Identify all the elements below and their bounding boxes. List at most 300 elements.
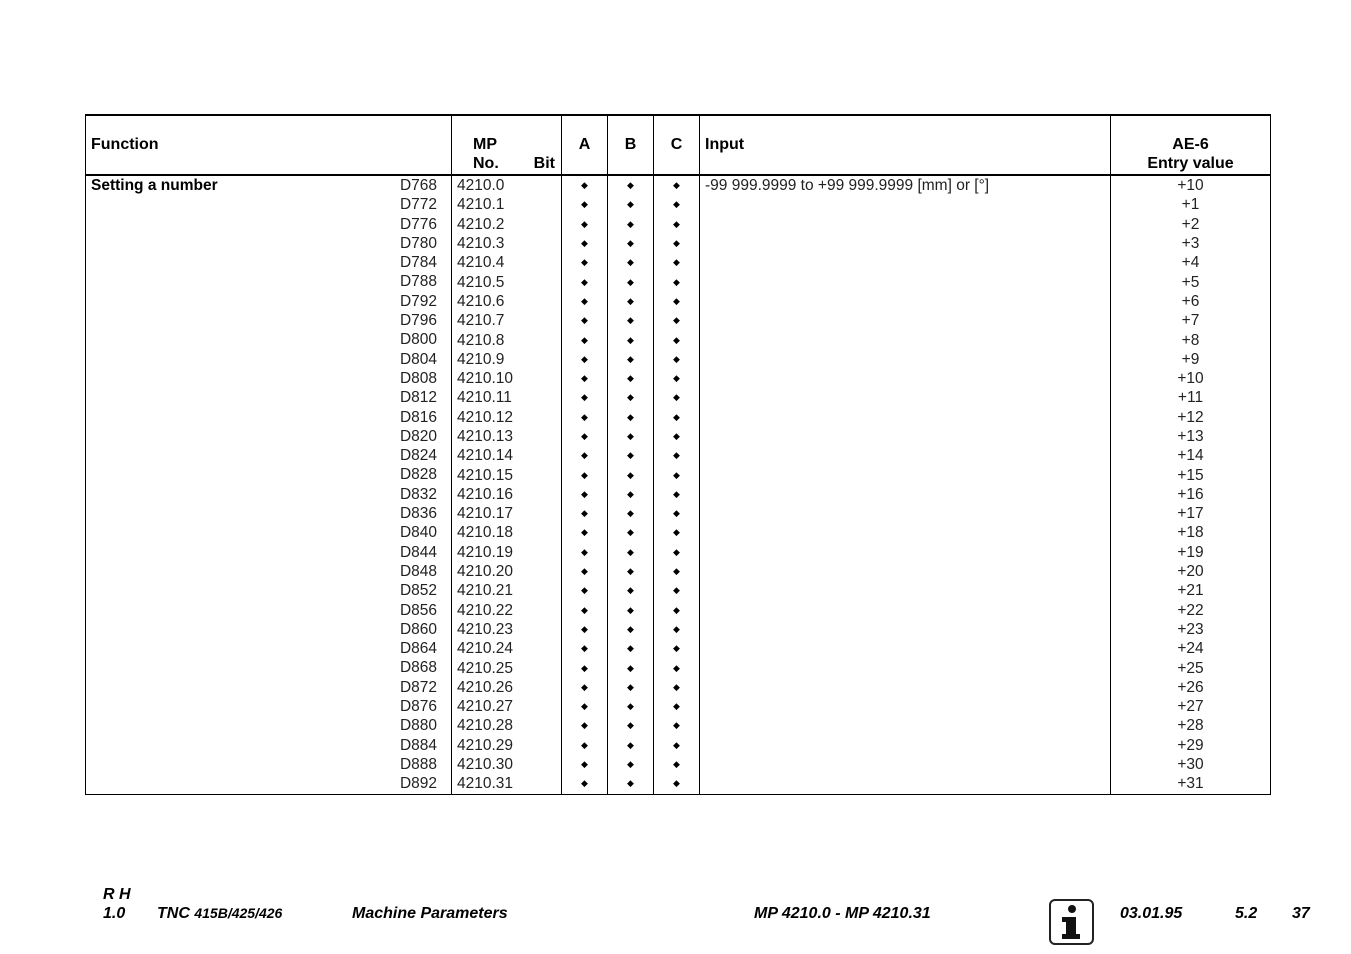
function-code: D796 <box>399 312 437 330</box>
mp-number-cell: 4210.1 <box>452 195 562 214</box>
mp-number-cell: 4210.22 <box>452 601 562 620</box>
mp-number-cell: 4210.0 <box>452 175 562 195</box>
function-code: D816 <box>399 408 437 426</box>
dot-a-cell: ◆ <box>562 716 608 735</box>
dot-b-cell: ◆ <box>608 465 654 484</box>
table-row <box>86 581 1271 600</box>
table-row <box>86 350 1271 369</box>
mp-number-cell: 4210.25 <box>452 658 562 677</box>
function-cell <box>86 427 452 446</box>
function-code: D780 <box>399 234 437 252</box>
entry-value-cell: +4 <box>1111 253 1271 272</box>
function-name: Setting a number <box>91 177 218 194</box>
input-cell <box>700 523 1111 542</box>
table-row <box>86 562 1271 581</box>
function-code: D840 <box>399 524 437 542</box>
mp-number-cell: 4210.11 <box>452 388 562 407</box>
entry-value-cell: +9 <box>1111 350 1271 369</box>
function-code: D792 <box>399 292 437 310</box>
mp-number-cell: 4210.23 <box>452 620 562 639</box>
mp-number-cell: 4210.29 <box>452 736 562 755</box>
dot-b-cell: ◆ <box>608 504 654 523</box>
dot-a-cell: ◆ <box>562 639 608 658</box>
info-icon <box>1049 899 1094 945</box>
header-c: C <box>654 115 700 175</box>
dot-a-cell: ◆ <box>562 292 608 311</box>
table-header-row <box>86 115 1271 175</box>
dot-a-cell: ◆ <box>562 543 608 562</box>
dot-c-cell: ◆ <box>654 272 700 291</box>
function-code: D820 <box>399 427 437 445</box>
mp-number-cell: 4210.19 <box>452 543 562 562</box>
footer-mp-range: MP 4210.0 - MP 4210.31 <box>754 905 931 922</box>
function-cell <box>86 465 452 484</box>
input-cell <box>700 774 1111 794</box>
dot-b-cell: ◆ <box>608 581 654 600</box>
mp-number-cell: 4210.5 <box>452 272 562 291</box>
dot-a-cell: ◆ <box>562 234 608 253</box>
dot-b-cell: ◆ <box>608 195 654 214</box>
function-cell <box>86 330 452 349</box>
dot-b-cell: ◆ <box>608 639 654 658</box>
dot-a-cell: ◆ <box>562 562 608 581</box>
function-cell <box>86 523 452 542</box>
input-cell <box>700 639 1111 658</box>
table-row <box>86 311 1271 330</box>
dot-c-cell: ◆ <box>654 716 700 735</box>
function-cell <box>86 175 452 195</box>
dot-b-cell: ◆ <box>608 427 654 446</box>
machine-parameter-table <box>85 114 1271 795</box>
function-cell <box>86 639 452 658</box>
dot-c-cell: ◆ <box>654 697 700 716</box>
dot-a-cell: ◆ <box>562 195 608 214</box>
table-row <box>86 620 1271 639</box>
dot-c-cell: ◆ <box>654 330 700 349</box>
dot-c-cell: ◆ <box>654 292 700 311</box>
table-row <box>86 601 1271 620</box>
mp-number-cell: 4210.12 <box>452 408 562 427</box>
mp-number-cell: 4210.17 <box>452 504 562 523</box>
function-code: D844 <box>399 543 437 561</box>
entry-value-cell: +6 <box>1111 292 1271 311</box>
input-cell <box>700 350 1111 369</box>
dot-a-cell: ◆ <box>562 388 608 407</box>
function-cell <box>86 234 452 253</box>
dot-b-cell: ◆ <box>608 697 654 716</box>
dot-a-cell: ◆ <box>562 272 608 291</box>
entry-value-cell: +19 <box>1111 543 1271 562</box>
dot-b-cell: ◆ <box>608 253 654 272</box>
table-row <box>86 330 1271 349</box>
mp-number-cell: 4210.8 <box>452 330 562 349</box>
function-code: D892 <box>399 775 437 793</box>
function-code: D864 <box>399 640 437 658</box>
dot-a-cell: ◆ <box>562 601 608 620</box>
input-cell <box>700 485 1111 504</box>
function-code: D852 <box>399 582 437 600</box>
table-row <box>86 678 1271 697</box>
function-code: D776 <box>399 215 437 233</box>
dot-a-cell: ◆ <box>562 369 608 388</box>
function-code: D772 <box>399 196 437 214</box>
dot-b-cell: ◆ <box>608 601 654 620</box>
table-row <box>86 639 1271 658</box>
table-row <box>86 485 1271 504</box>
mp-number-cell: 4210.30 <box>452 755 562 774</box>
entry-value-cell: +16 <box>1111 485 1271 504</box>
input-cell <box>700 543 1111 562</box>
table-row <box>86 716 1271 735</box>
mp-number-cell: 4210.9 <box>452 350 562 369</box>
dot-c-cell: ◆ <box>654 311 700 330</box>
dot-c-cell: ◆ <box>654 253 700 272</box>
entry-value-cell: +3 <box>1111 234 1271 253</box>
dot-a-cell: ◆ <box>562 581 608 600</box>
dot-a-cell: ◆ <box>562 755 608 774</box>
mp-number-cell: 4210.4 <box>452 253 562 272</box>
entry-value-cell: +24 <box>1111 639 1271 658</box>
input-cell <box>700 658 1111 677</box>
table-row <box>86 504 1271 523</box>
input-cell <box>700 215 1111 234</box>
dot-b-cell: ◆ <box>608 716 654 735</box>
dot-c-cell: ◆ <box>654 195 700 214</box>
dot-c-cell: ◆ <box>654 446 700 465</box>
function-cell <box>86 388 452 407</box>
table-row <box>86 234 1271 253</box>
function-cell <box>86 543 452 562</box>
dot-c-cell: ◆ <box>654 175 700 195</box>
dot-a-cell: ◆ <box>562 697 608 716</box>
function-code: D856 <box>399 601 437 619</box>
table-row <box>86 755 1271 774</box>
dot-b-cell: ◆ <box>608 234 654 253</box>
table-row <box>86 658 1271 677</box>
table-row <box>86 272 1271 291</box>
dot-b-cell: ◆ <box>608 736 654 755</box>
entry-value-cell: +15 <box>1111 465 1271 484</box>
function-code: D768 <box>399 177 437 194</box>
header-mp <box>452 115 562 175</box>
table-row <box>86 465 1271 484</box>
function-code: D872 <box>399 678 437 696</box>
header-input: Input <box>700 115 1111 175</box>
function-code: D800 <box>399 331 437 349</box>
dot-a-cell: ◆ <box>562 350 608 369</box>
dot-c-cell: ◆ <box>654 215 700 234</box>
entry-value-cell: +11 <box>1111 388 1271 407</box>
dot-c-cell: ◆ <box>654 736 700 755</box>
function-cell <box>86 311 452 330</box>
mp-number-cell: 4210.15 <box>452 465 562 484</box>
function-code: D812 <box>399 389 437 407</box>
function-cell <box>86 716 452 735</box>
dot-c-cell: ◆ <box>654 658 700 677</box>
entry-value-cell: +8 <box>1111 330 1271 349</box>
function-code: D784 <box>399 254 437 272</box>
header-mp-bit: Bit <box>533 155 555 172</box>
table-row <box>86 388 1271 407</box>
dot-c-cell: ◆ <box>654 543 700 562</box>
dot-c-cell: ◆ <box>654 774 700 794</box>
dot-c-cell: ◆ <box>654 620 700 639</box>
table-row <box>86 523 1271 542</box>
dot-a-cell: ◆ <box>562 504 608 523</box>
mp-number-cell: 4210.18 <box>452 523 562 542</box>
function-code: D880 <box>399 717 437 735</box>
dot-a-cell: ◆ <box>562 408 608 427</box>
table-row <box>86 543 1271 562</box>
input-cell <box>700 736 1111 755</box>
dot-c-cell: ◆ <box>654 408 700 427</box>
entry-value-cell: +13 <box>1111 427 1271 446</box>
footer-tnc-models: 415B/425/426 <box>194 905 283 921</box>
dot-c-cell: ◆ <box>654 388 700 407</box>
entry-value-cell: +1 <box>1111 195 1271 214</box>
dot-b-cell: ◆ <box>608 408 654 427</box>
function-cell <box>86 253 452 272</box>
dot-c-cell: ◆ <box>654 234 700 253</box>
entry-value-cell: +18 <box>1111 523 1271 542</box>
dot-c-cell: ◆ <box>654 562 700 581</box>
function-code: D808 <box>399 369 437 387</box>
dot-b-cell: ◆ <box>608 755 654 774</box>
header-b: B <box>608 115 654 175</box>
dot-a-cell: ◆ <box>562 523 608 542</box>
header-function: Function <box>86 115 452 175</box>
function-cell <box>86 755 452 774</box>
dot-b-cell: ◆ <box>608 215 654 234</box>
header-mp-no: No. <box>473 155 499 172</box>
dot-a-cell: ◆ <box>562 427 608 446</box>
dot-c-cell: ◆ <box>654 350 700 369</box>
function-cell <box>86 350 452 369</box>
entry-value-cell: +29 <box>1111 736 1271 755</box>
dot-b-cell: ◆ <box>608 350 654 369</box>
table-row <box>86 253 1271 272</box>
function-cell <box>86 620 452 639</box>
entry-value-cell: +31 <box>1111 774 1271 794</box>
input-cell <box>700 446 1111 465</box>
entry-value-cell: +21 <box>1111 581 1271 600</box>
footer-tnc-prefix: TNC <box>157 905 190 922</box>
function-code: D876 <box>399 698 437 716</box>
function-code: D804 <box>399 350 437 368</box>
function-code: D836 <box>399 505 437 523</box>
input-cell <box>700 678 1111 697</box>
function-cell <box>86 485 452 504</box>
function-cell <box>86 736 452 755</box>
entry-value-cell: +7 <box>1111 311 1271 330</box>
mp-number-cell: 4210.2 <box>452 215 562 234</box>
entry-value-cell: +12 <box>1111 408 1271 427</box>
mp-number-cell: 4210.31 <box>452 774 562 794</box>
input-cell <box>700 620 1111 639</box>
dot-b-cell: ◆ <box>608 292 654 311</box>
function-code: D860 <box>399 620 437 638</box>
dot-a-cell: ◆ <box>562 446 608 465</box>
dot-c-cell: ◆ <box>654 465 700 484</box>
function-code: D888 <box>399 755 437 773</box>
dot-b-cell: ◆ <box>608 562 654 581</box>
dot-c-cell: ◆ <box>654 678 700 697</box>
mp-number-cell: 4210.6 <box>452 292 562 311</box>
dot-c-cell: ◆ <box>654 601 700 620</box>
dot-a-cell: ◆ <box>562 253 608 272</box>
input-cell <box>700 311 1111 330</box>
dot-b-cell: ◆ <box>608 774 654 794</box>
entry-value-cell: +28 <box>1111 716 1271 735</box>
dot-a-cell: ◆ <box>562 620 608 639</box>
function-cell <box>86 581 452 600</box>
input-cell <box>700 504 1111 523</box>
function-code: D868 <box>399 659 437 677</box>
entry-value-cell: +27 <box>1111 697 1271 716</box>
function-cell <box>86 504 452 523</box>
dot-a-cell: ◆ <box>562 175 608 195</box>
entry-value-cell: +2 <box>1111 215 1271 234</box>
dot-b-cell: ◆ <box>608 369 654 388</box>
dot-a-cell: ◆ <box>562 311 608 330</box>
input-cell <box>700 292 1111 311</box>
dot-a-cell: ◆ <box>562 465 608 484</box>
dot-c-cell: ◆ <box>654 755 700 774</box>
function-cell <box>86 658 452 677</box>
input-cell <box>700 601 1111 620</box>
function-cell <box>86 601 452 620</box>
mp-number-cell: 4210.7 <box>452 311 562 330</box>
dot-c-cell: ◆ <box>654 485 700 504</box>
entry-value-cell: +5 <box>1111 272 1271 291</box>
info-icon-glyph <box>1051 901 1092 943</box>
function-cell <box>86 215 452 234</box>
table-row <box>86 774 1271 794</box>
dot-b-cell: ◆ <box>608 272 654 291</box>
dot-b-cell: ◆ <box>608 175 654 195</box>
dot-a-cell: ◆ <box>562 736 608 755</box>
table-row <box>86 736 1271 755</box>
function-cell <box>86 562 452 581</box>
header-entry-label: Entry value <box>1147 155 1234 172</box>
dot-c-cell: ◆ <box>654 523 700 542</box>
entry-value-cell: +26 <box>1111 678 1271 697</box>
mp-number-cell: 4210.10 <box>452 369 562 388</box>
footer-rh: R H <box>103 886 131 903</box>
mp-number-cell: 4210.24 <box>452 639 562 658</box>
input-cell <box>700 388 1111 407</box>
function-cell <box>86 697 452 716</box>
entry-value-cell: +25 <box>1111 658 1271 677</box>
footer-date: 03.01.95 <box>1120 905 1183 922</box>
dot-a-cell: ◆ <box>562 330 608 349</box>
mp-number-cell: 4210.14 <box>452 446 562 465</box>
function-cell <box>86 678 452 697</box>
input-cell <box>700 716 1111 735</box>
function-code: D824 <box>399 447 437 465</box>
mp-number-cell: 4210.20 <box>452 562 562 581</box>
header-entry-value <box>1111 115 1271 175</box>
dot-a-cell: ◆ <box>562 485 608 504</box>
dot-b-cell: ◆ <box>608 658 654 677</box>
dot-c-cell: ◆ <box>654 504 700 523</box>
table-row <box>86 369 1271 388</box>
function-code: D848 <box>399 562 437 580</box>
mp-number-cell: 4210.28 <box>452 716 562 735</box>
dot-b-cell: ◆ <box>608 678 654 697</box>
dot-b-cell: ◆ <box>608 330 654 349</box>
footer-chapter: 5.2 <box>1235 905 1258 922</box>
footer-version: 1.0 <box>103 905 126 922</box>
function-code: D828 <box>399 466 437 484</box>
input-cell: -99 999.9999 to +99 999.9999 [mm] or [°] <box>700 175 1111 195</box>
dot-b-cell: ◆ <box>608 543 654 562</box>
entry-value-cell: +10 <box>1111 175 1271 195</box>
dot-a-cell: ◆ <box>562 774 608 794</box>
entry-value-cell: +20 <box>1111 562 1271 581</box>
dot-c-cell: ◆ <box>654 369 700 388</box>
input-cell <box>700 581 1111 600</box>
dot-b-cell: ◆ <box>608 620 654 639</box>
input-cell <box>700 427 1111 446</box>
dot-c-cell: ◆ <box>654 581 700 600</box>
table-body <box>86 175 1271 794</box>
table-row <box>86 215 1271 234</box>
table-row <box>86 408 1271 427</box>
mp-number-cell: 4210.27 <box>452 697 562 716</box>
footer-tnc <box>157 905 282 923</box>
mp-number-cell: 4210.16 <box>452 485 562 504</box>
input-cell <box>700 408 1111 427</box>
table-row <box>86 175 1271 195</box>
function-cell <box>86 272 452 291</box>
dot-b-cell: ◆ <box>608 446 654 465</box>
function-cell <box>86 774 452 794</box>
function-code: D884 <box>399 736 437 754</box>
header-ae6: AE-6 <box>1172 136 1209 153</box>
function-cell <box>86 369 452 388</box>
input-cell <box>700 465 1111 484</box>
entry-value-cell: +22 <box>1111 601 1271 620</box>
dot-a-cell: ◆ <box>562 215 608 234</box>
dot-b-cell: ◆ <box>608 388 654 407</box>
input-cell <box>700 272 1111 291</box>
function-code: D832 <box>399 485 437 503</box>
input-cell <box>700 234 1111 253</box>
mp-number-cell: 4210.13 <box>452 427 562 446</box>
entry-value-cell: +23 <box>1111 620 1271 639</box>
mp-number-cell: 4210.26 <box>452 678 562 697</box>
function-code: D788 <box>399 273 437 291</box>
table-row <box>86 195 1271 214</box>
header-mp-label: MP <box>473 136 497 153</box>
table-row <box>86 697 1271 716</box>
function-cell <box>86 408 452 427</box>
input-cell <box>700 697 1111 716</box>
mp-number-cell: 4210.3 <box>452 234 562 253</box>
table-row <box>86 427 1271 446</box>
dot-b-cell: ◆ <box>608 485 654 504</box>
function-cell <box>86 446 452 465</box>
dot-c-cell: ◆ <box>654 427 700 446</box>
input-cell <box>700 330 1111 349</box>
dot-b-cell: ◆ <box>608 311 654 330</box>
function-cell <box>86 195 452 214</box>
mp-number-cell: 4210.21 <box>452 581 562 600</box>
entry-value-cell: +30 <box>1111 755 1271 774</box>
input-cell <box>700 195 1111 214</box>
entry-value-cell: +17 <box>1111 504 1271 523</box>
